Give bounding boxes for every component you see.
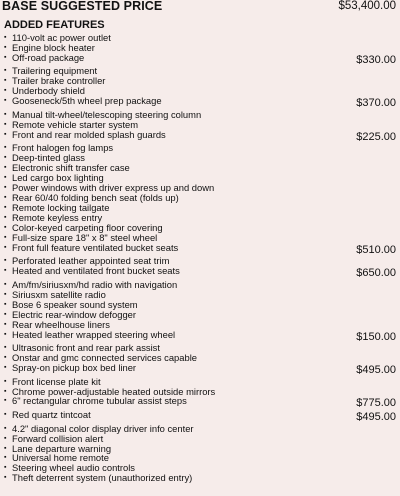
added-features-heading: ADDED FEATURES <box>4 19 105 31</box>
feature-item <box>0 410 400 424</box>
bullet-icon: ▪ <box>4 280 7 288</box>
feature-name: Remote keyless entry <box>12 211 103 223</box>
bullet-icon: ▪ <box>4 464 7 472</box>
bullet-icon: ▪ <box>4 387 7 395</box>
bullet-icon: ▪ <box>4 164 7 172</box>
bullet-icon: ▪ <box>4 300 7 308</box>
bullet-icon: ▪ <box>4 243 7 251</box>
feature-name: Rear 60/40 folding bench seat (folds up) <box>12 192 179 204</box>
bullet-icon: ▪ <box>4 174 7 182</box>
feature-price: $775.00 <box>356 397 396 410</box>
feature-name: Lane departure warning <box>12 442 112 454</box>
bullet-icon: ▪ <box>4 330 7 338</box>
feature-price: $225.00 <box>356 130 396 143</box>
bullet-icon: ▪ <box>4 110 7 118</box>
bullet-icon: ▪ <box>4 223 7 231</box>
feature-name: Perforated leather appointed seat trim <box>12 255 170 267</box>
bullet-icon: ▪ <box>4 53 7 61</box>
bullet-icon: ▪ <box>4 257 7 265</box>
feature-name: Full-size spare 18" x 8" steel wheel <box>12 231 158 243</box>
bullet-icon: ▪ <box>4 424 7 432</box>
feature-price: $330.00 <box>356 53 396 66</box>
feature-name: Front halogen fog lamps <box>12 142 114 154</box>
feature-name: Front full feature ventilated bucket seats <box>12 241 179 253</box>
bullet-icon: ▪ <box>4 290 7 298</box>
feature-name: Am/fm/siriusxm/hd radio with navigation <box>12 278 178 290</box>
feature-name: Front license plate kit <box>12 375 101 387</box>
feature-name: Chrome power-adjustable heated outside mirrors <box>12 385 216 397</box>
bullet-icon: ▪ <box>4 354 7 362</box>
feature-name: Rear wheelhouse liners <box>12 318 110 330</box>
feature-name: Front and rear molded splash guards <box>12 128 166 140</box>
bullet-icon: ▪ <box>4 454 7 462</box>
bullet-icon: ▪ <box>4 97 7 105</box>
bullet-icon: ▪ <box>4 434 7 442</box>
feature-price: $370.00 <box>356 97 396 110</box>
feature-name: Universal home remote <box>12 452 109 464</box>
feature-name: Heated leather wrapped steering wheel <box>12 328 176 340</box>
bullet-icon: ▪ <box>4 144 7 152</box>
feature-name: Theft deterrent system (unauthorized entry) <box>12 472 193 484</box>
bullet-icon: ▪ <box>4 130 7 138</box>
feature-price: $150.00 <box>356 330 396 343</box>
feature-name: Red quartz tintcoat <box>12 409 91 421</box>
bullet-icon: ▪ <box>4 411 7 419</box>
bullet-icon: ▪ <box>4 444 7 452</box>
feature-name: Engine block heater <box>12 41 95 53</box>
bullet-icon: ▪ <box>4 397 7 405</box>
feature-name: Onstar and gmc connected services capable <box>12 352 197 364</box>
feature-name: Off-road package <box>12 51 85 63</box>
feature-name: Forward collision alert <box>12 432 104 444</box>
feature-name: 4.2" diagonal color display driver info center <box>12 422 194 434</box>
bullet-icon: ▪ <box>4 154 7 162</box>
feature-name: Remote locking tailgate <box>12 201 110 213</box>
feature-item <box>0 130 400 144</box>
bullet-icon: ▪ <box>4 34 7 41</box>
feature-name: Ultrasonic front and rear park assist <box>12 342 160 354</box>
feature-name: Electric rear-window defogger <box>12 308 137 320</box>
feature-name: Spray-on pickup box bed liner <box>12 362 137 373</box>
feature-name: Siriusxm satellite radio <box>12 288 106 300</box>
feature-price: $495.00 <box>356 411 396 424</box>
base-price-row <box>2 0 396 14</box>
bullet-icon: ▪ <box>4 43 7 51</box>
feature-item <box>0 243 400 257</box>
feature-name: Underbody shield <box>12 85 85 97</box>
bullet-icon: ▪ <box>4 87 7 95</box>
feature-name: Color-keyed carpeting floor covering <box>12 221 163 233</box>
feature-name: Power windows with driver express up and down <box>12 182 215 194</box>
bullet-icon: ▪ <box>4 474 7 482</box>
base-price-value: $53,400.00 <box>338 0 396 12</box>
feature-name: Gooseneck/5th wheel prep package <box>12 95 162 107</box>
feature-name: Trailering equipment <box>12 65 98 77</box>
feature-price: $650.00 <box>356 267 396 280</box>
feature-name: 110-volt ac power outlet <box>12 32 111 43</box>
feature-name: Deep-tinted glass <box>12 152 85 164</box>
bullet-icon: ▪ <box>4 344 7 352</box>
feature-name: 6" rectangular chrome tubular assist steps <box>12 395 187 407</box>
base-price-label: BASE SUGGESTED PRICE <box>2 0 163 13</box>
feature-item <box>0 266 400 280</box>
bullet-icon: ▪ <box>4 120 7 128</box>
feature-price: $510.00 <box>356 243 396 256</box>
feature-name: Led cargo box lighting <box>12 172 104 184</box>
bullet-icon: ▪ <box>4 77 7 85</box>
bullet-icon: ▪ <box>4 377 7 385</box>
feature-name: Manual tilt-wheel/telescoping steering column <box>12 108 202 120</box>
feature-item <box>0 96 400 110</box>
bullet-icon: ▪ <box>4 320 7 328</box>
bullet-icon: ▪ <box>4 310 7 318</box>
feature-name: Steering wheel audio controls <box>12 462 135 474</box>
bullet-icon: ▪ <box>4 213 7 221</box>
feature-name: Heated and ventilated front bucket seats <box>12 265 180 277</box>
feature-name: Trailer brake controller <box>12 75 106 87</box>
feature-item <box>0 53 400 67</box>
bullet-icon: ▪ <box>4 364 7 371</box>
feature-list <box>0 33 400 483</box>
bullet-icon: ▪ <box>4 267 7 275</box>
feature-item <box>0 363 400 377</box>
feature-name: Remote vehicle starter system <box>12 118 139 130</box>
bullet-icon: ▪ <box>4 67 7 75</box>
feature-item <box>0 330 400 344</box>
bullet-icon: ▪ <box>4 194 7 202</box>
feature-name: Electronic shift transfer case <box>12 162 130 174</box>
feature-item <box>0 473 400 483</box>
feature-item <box>0 396 400 410</box>
feature-name: Bose 6 speaker sound system <box>12 298 138 310</box>
bullet-icon: ▪ <box>4 233 7 241</box>
bullet-icon: ▪ <box>4 203 7 211</box>
bullet-icon: ▪ <box>4 184 7 192</box>
feature-price: $495.00 <box>356 364 396 376</box>
